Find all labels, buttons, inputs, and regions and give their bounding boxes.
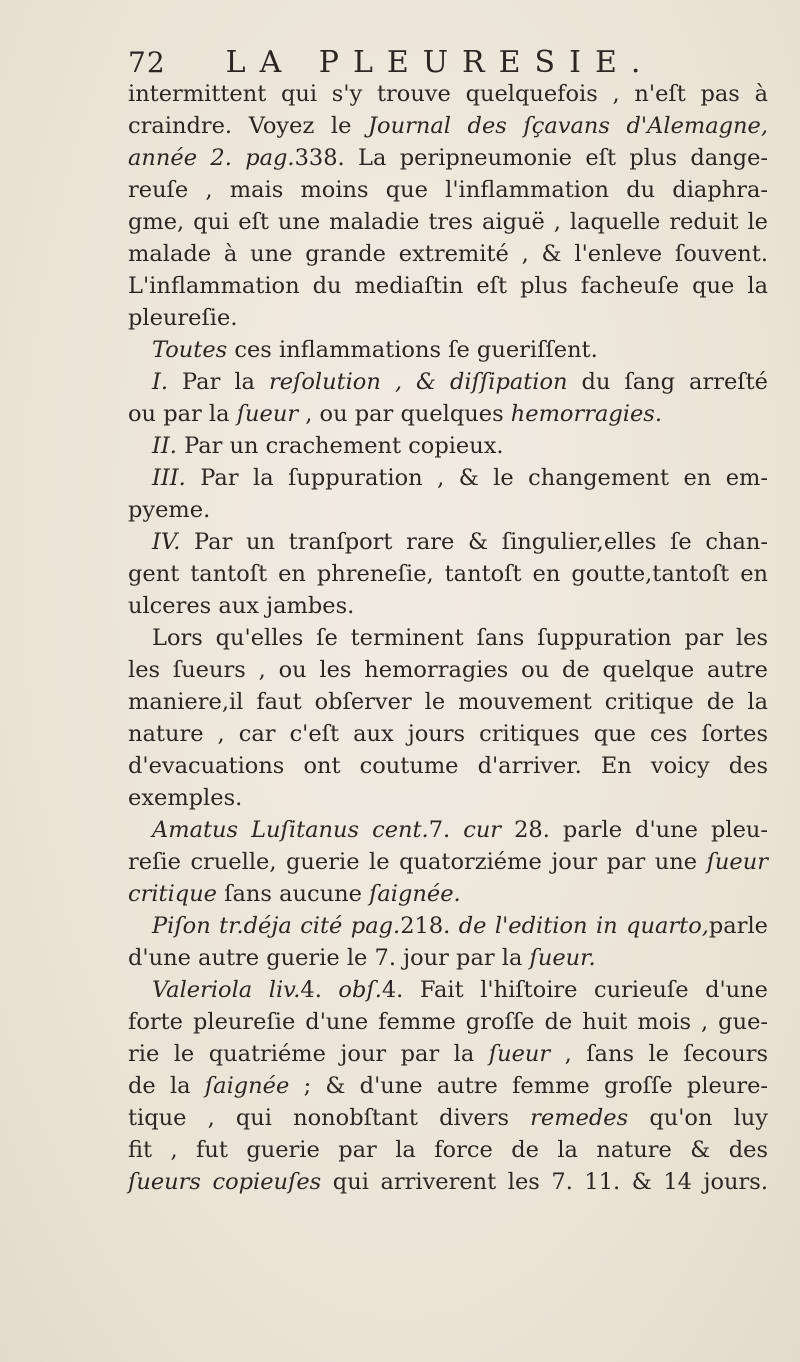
text-line (128, 750, 768, 782)
text-run: ſans aucune (217, 881, 370, 907)
italic-run: cur (463, 817, 502, 843)
italic-run: ſaignée (204, 1073, 290, 1099)
text-line (128, 526, 768, 558)
text-line (128, 558, 768, 590)
text-run: d'une autre guerie le 7. jour par la (128, 945, 530, 971)
text-line (128, 910, 768, 942)
text-line (128, 622, 768, 654)
text-line (128, 974, 768, 1006)
italic-run: Toutes (152, 337, 228, 363)
text-run: de la (128, 1073, 205, 1099)
text-run: Par la (168, 369, 269, 395)
text-run: du ſang arreſté (567, 369, 768, 395)
text-run: ces inflammations ſe gueriſſent. (227, 337, 598, 363)
italic-run: ſueurs copieuſes (128, 1169, 322, 1195)
italic-run: Valeriola liv. (152, 977, 301, 1003)
text-run: maniere,il faut obſerver le mouvement critique de la (128, 689, 768, 715)
text-line (128, 1038, 768, 1070)
italic-run: Amatus Luſitanus cent. (152, 817, 429, 843)
text-line (128, 78, 768, 110)
italic-run: Journal des ſçavans d'Alemagne, (368, 113, 768, 139)
italic-run: critique (128, 881, 218, 907)
text-run: fit , fut guerie par la force de la nature & des (128, 1137, 768, 1163)
text-run: reuſe , mais moins que l'inflammation du diaphra- (128, 177, 768, 203)
text-run: nature , car c'eſt aux jours critiques que ces ſortes (128, 721, 768, 747)
text-line (128, 1134, 768, 1166)
italic-run: ſueur (236, 401, 299, 427)
text-line (128, 366, 768, 398)
text-run: tique , qui nonobſtant divers (128, 1105, 531, 1131)
page-number: 72 (128, 46, 166, 79)
text-run: , ou par quelques (298, 401, 511, 427)
text-run: 28. parle d'une pleu- (501, 817, 768, 843)
text-line (128, 942, 768, 974)
italic-run: ſueur (488, 1041, 551, 1067)
text-run: L'inflammation du mediaſtin eſt plus facheuſe que la (128, 273, 768, 299)
text-line (128, 846, 768, 878)
italic-run: de l'edition in quarto, (458, 913, 709, 939)
text-line (128, 430, 768, 462)
italic-run: ſaignée. (369, 881, 461, 907)
italic-run: remedes (530, 1105, 629, 1131)
text-run: parle (708, 913, 768, 939)
italic-run: reſolution , & diſſipation (268, 369, 568, 395)
text-run: gme, qui eſt une maladie tres aiguë , laquelle reduit le (128, 209, 768, 235)
text-line (128, 494, 768, 526)
text-line (128, 1006, 768, 1038)
text-run: , ſans le ſecours (550, 1041, 768, 1067)
text-line (128, 110, 768, 142)
text-line (128, 270, 768, 302)
text-run: intermittent qui s'y trouve quelquefois , n'eſt pas à (128, 81, 768, 107)
italic-run: I. (152, 369, 169, 395)
italic-run: III. (152, 465, 186, 491)
italic-run: hemorragies. (510, 401, 662, 427)
text-run: exemples. (128, 785, 243, 811)
text-line (128, 174, 768, 206)
text-run: 7. (428, 817, 464, 843)
text-line (128, 142, 768, 174)
text-line (128, 782, 768, 814)
text-run: forte pleureſie d'une femme groſſe de huit mois , gue- (128, 1009, 768, 1035)
text-run: gent tantoſt en phreneſie, tantoſt en goutte,tantoſt en (128, 561, 768, 587)
text-run: qui arriverent les 7. 11. & 14 jours. (321, 1169, 768, 1195)
text-line (128, 1102, 768, 1134)
text-line (128, 878, 768, 910)
text-line (128, 590, 768, 622)
text-line (128, 206, 768, 238)
text-run: 4. (300, 977, 339, 1003)
italic-run: II. (152, 433, 177, 459)
italic-run: obſ. (338, 977, 382, 1003)
text-run: Lors qu'elles ſe terminent ſans ſuppuration par les (152, 625, 768, 651)
text-line (128, 238, 768, 270)
text-line (128, 334, 768, 366)
text-line (128, 462, 768, 494)
text-line (128, 718, 768, 750)
running-title: LA PLEURESIE. (225, 45, 655, 80)
text-run: ou par la (128, 401, 237, 427)
text-run: Par un tranſport rare & ſingulier,elles ſe chan- (180, 529, 768, 555)
text-run: qu'on luy (628, 1105, 768, 1131)
body-text (128, 78, 768, 1198)
text-run: les ſueurs , ou les hemorragies ou de quelque autre (128, 657, 768, 683)
text-line (128, 654, 768, 686)
text-line (128, 1070, 768, 1102)
text-run: craindre. Voyez le (128, 113, 369, 139)
italic-run: ſueur (706, 849, 768, 875)
italic-run: année 2. pag. (128, 145, 295, 171)
text-run: Par un crachement copieux. (176, 433, 504, 459)
text-run: ; & d'une autre femme groſſe pleure- (289, 1073, 768, 1099)
text-line (128, 814, 768, 846)
text-run: 338. La peripneumonie eſt plus dange- (294, 145, 769, 171)
text-run: d'evacuations ont coutume d'arriver. En voicy des (128, 753, 768, 779)
text-run: pleureſie. (128, 305, 238, 331)
text-run: reſie cruelle, guerie le quatorziéme jour par une (128, 849, 707, 875)
italic-run: Piſon tr.déja cité pag. (152, 913, 401, 939)
text-run: pyeme. (128, 497, 211, 523)
italic-run: ſueur. (529, 945, 596, 971)
text-line (128, 686, 768, 718)
text-line (128, 1166, 768, 1198)
text-line (128, 302, 768, 334)
text-run: malade à une grande extremité , & l'enleve ſouvent. (128, 241, 768, 267)
text-run: rie le quatriéme jour par la (128, 1041, 489, 1067)
text-run: 218. (400, 913, 459, 939)
text-run: 4. Fait l'hiſtoire curieuſe d'une (381, 977, 768, 1003)
text-line (128, 398, 768, 430)
text-run: ulceres aux jambes. (128, 593, 355, 619)
text-run: Par la ſuppuration , & le changement en em- (185, 465, 768, 491)
italic-run: IV. (152, 529, 181, 555)
